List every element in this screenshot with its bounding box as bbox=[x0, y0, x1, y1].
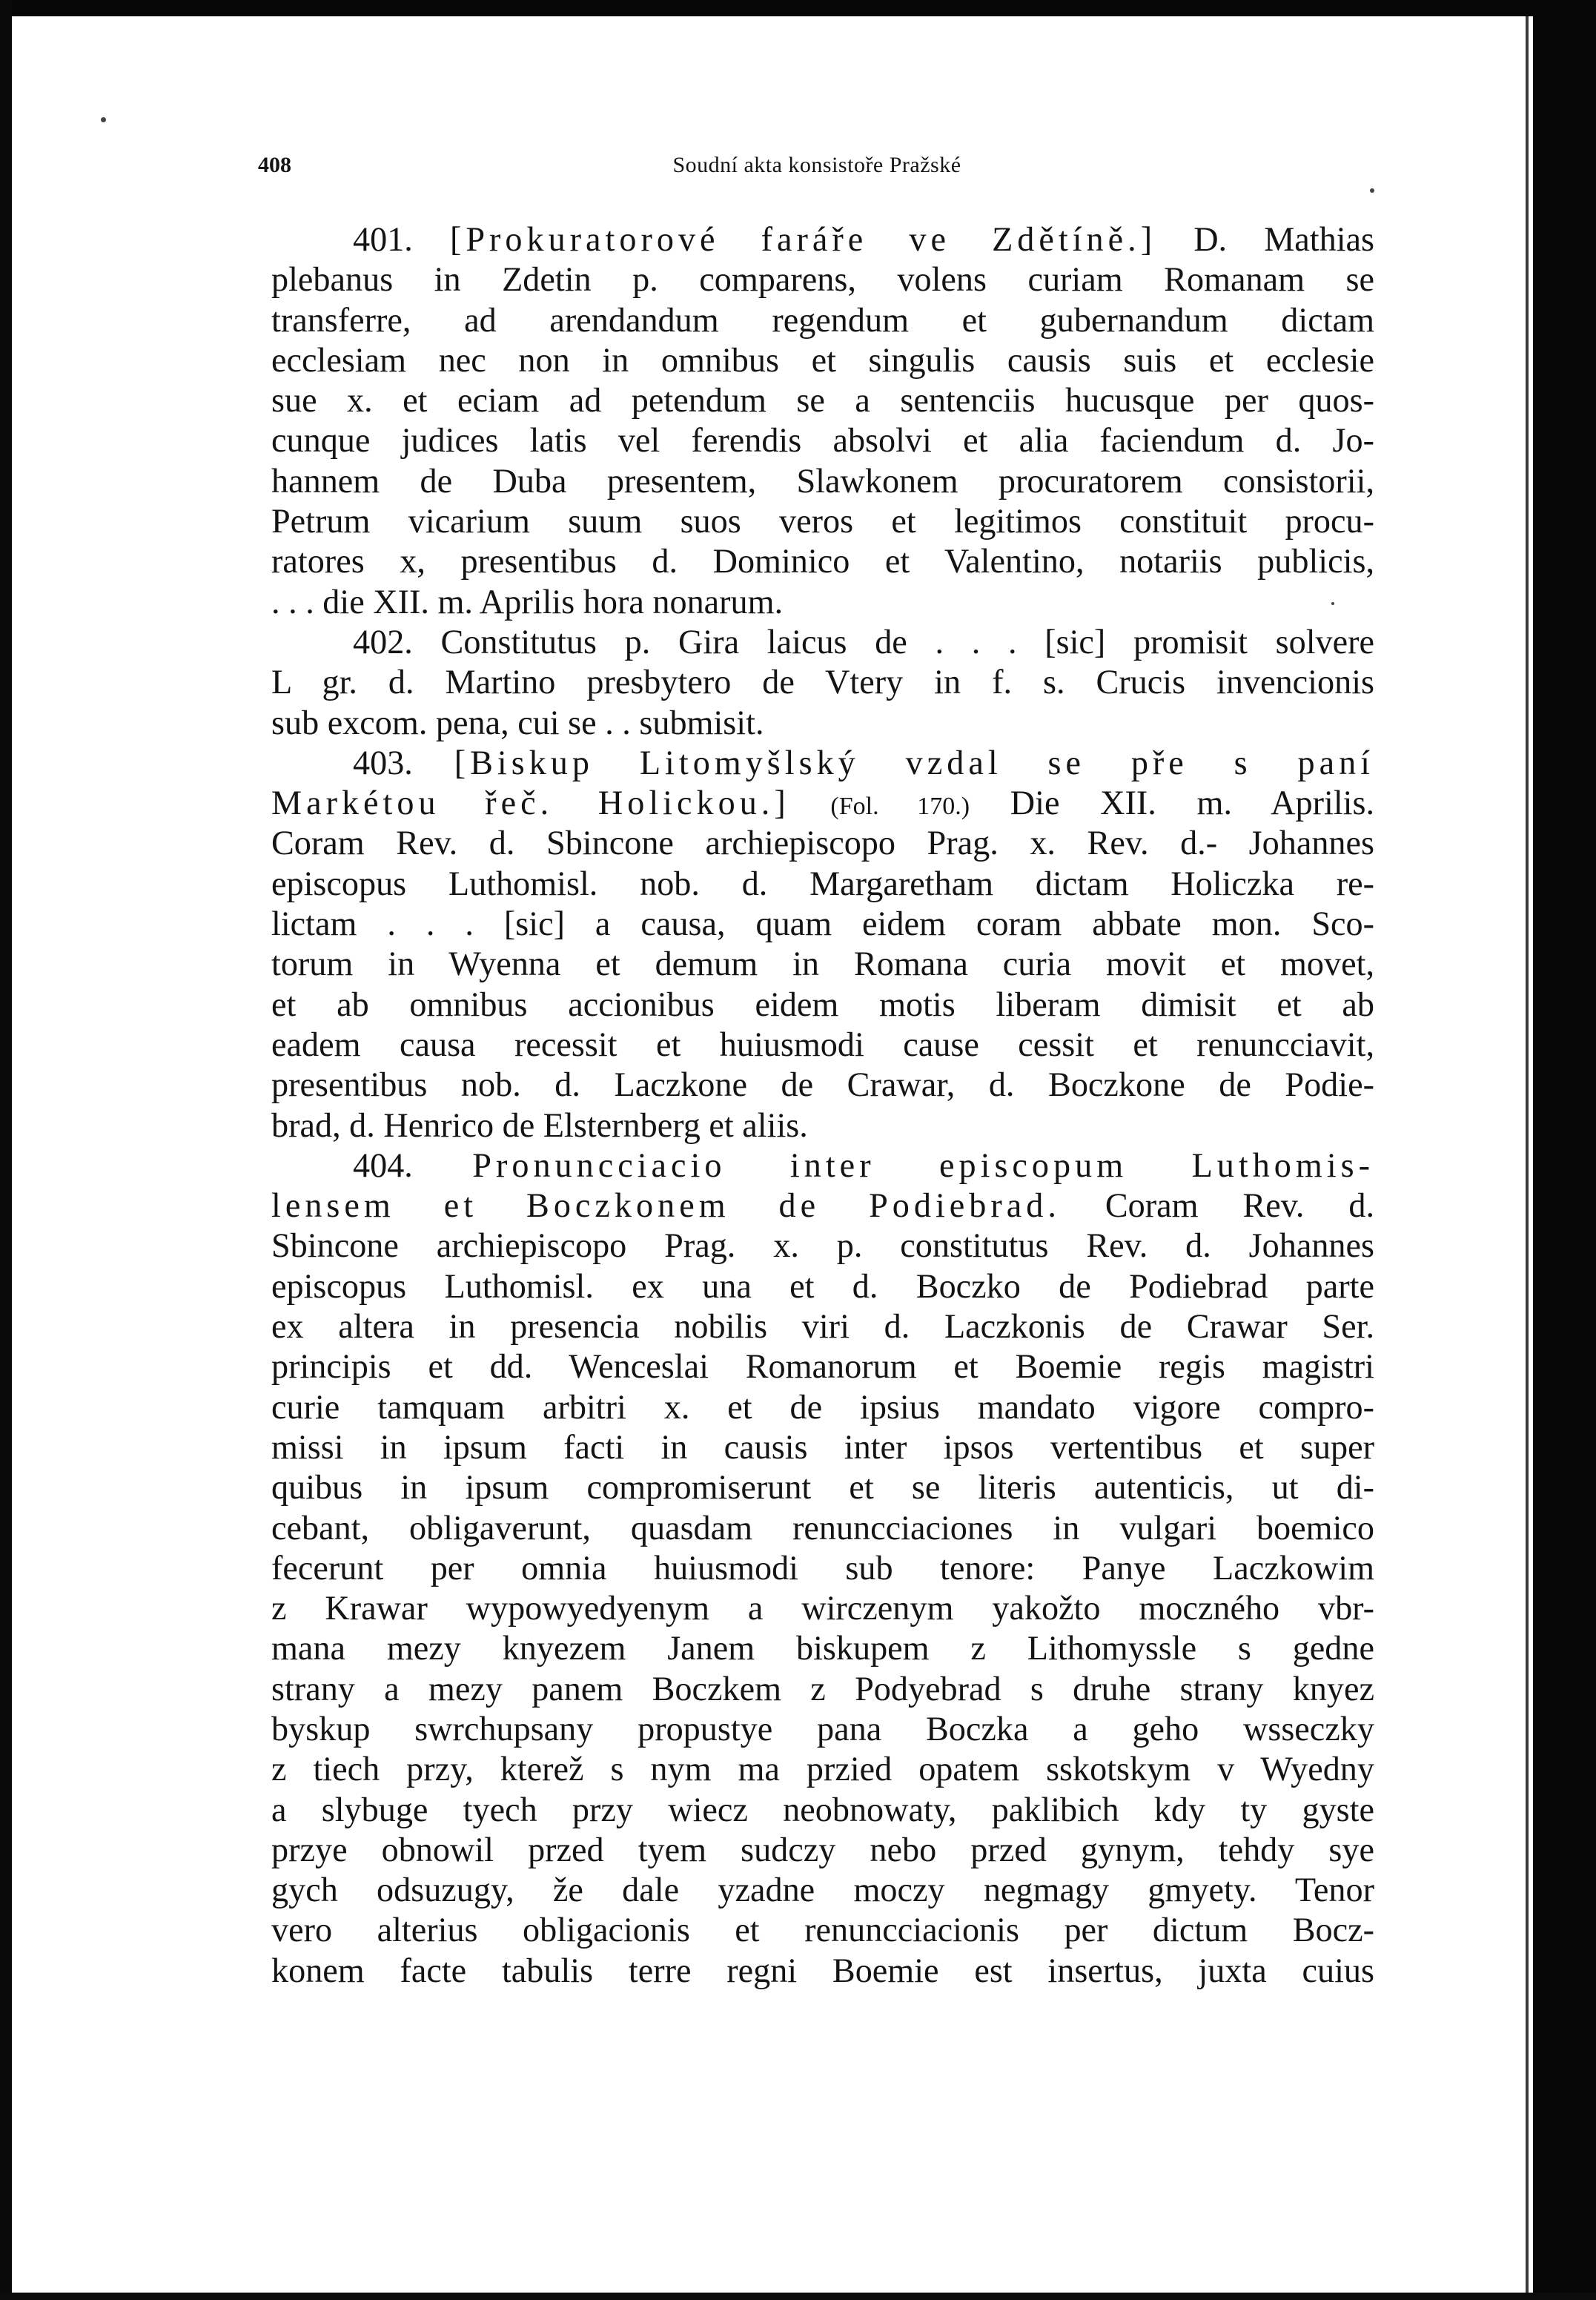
scan-border-top bbox=[0, 0, 1596, 16]
text-line: Sbincone archiepiscopo Prag. x. p. constitutus Rev. d. Johannes bbox=[271, 1226, 1374, 1265]
text-line: missi in ipsum facti in causis inter ipsos vertentibus et super bbox=[271, 1427, 1374, 1466]
scan-speck bbox=[101, 117, 106, 122]
page-number: 408 bbox=[258, 153, 291, 177]
text-line: byskup swrchupsany propustye pana Boczka a geho wsseczky bbox=[271, 1709, 1374, 1748]
entry-heading: Pronuncciacio inter episcopum Luthomis- bbox=[472, 1146, 1375, 1184]
text-line: cunque judices latis vel ferendis absolvi et alia faciendum d. Jo- bbox=[271, 421, 1374, 460]
text-line: ecclesiam nec non in omnibus et singulis causis suis et ecclesie bbox=[271, 340, 1374, 379]
text-line: strany a mezy panem Boczkem z Podyebrad s druhe strany knyez bbox=[271, 1669, 1374, 1708]
text-line: Petrum vicarium suum suos veros et legitimos constituit procu- bbox=[271, 502, 1374, 541]
text-line: Coram Rev. d. bbox=[1105, 1186, 1375, 1225]
entry-403 bbox=[271, 743, 1374, 1146]
text-line: cebant, obligaverunt, quasdam renuncciaciones in vulgari boemico bbox=[271, 1508, 1374, 1547]
text-line: principis et dd. Wenceslai Romanorum et Boemie regis magistri bbox=[271, 1347, 1374, 1386]
text-line: z tiech przy, kterež s nym ma przied opatem sskotskym v Wyedny bbox=[271, 1750, 1374, 1788]
entry-402 bbox=[271, 622, 1374, 743]
entry-number: 403. bbox=[353, 743, 413, 781]
text-line: transferre, ad arendandum regendum et gubernandum dictam bbox=[271, 300, 1374, 339]
text-line: fecerunt per omnia huiusmodi sub tenore: Panye Laczkowim bbox=[271, 1548, 1374, 1587]
scan-edge-line bbox=[1526, 16, 1529, 2293]
text-line: konem facte tabulis terre regni Boemie est insertus, juxta cuius bbox=[271, 1951, 1374, 1989]
entry-heading: [Biskup Litomyšlský vzdal se pře s paní bbox=[454, 743, 1375, 781]
text-line: lictam . . . [sic] a causa, quam eidem coram abbate mon. Sco- bbox=[271, 905, 1374, 943]
text-line: sue x. et eciam ad petendum se a sentenciis hucusque per quos- bbox=[271, 381, 1374, 420]
text-line: eadem causa recessit et huiusmodi cause cessit et renuncciavit, bbox=[271, 1025, 1374, 1063]
scan-border-left bbox=[0, 0, 12, 2300]
entry-number: 404. bbox=[353, 1146, 413, 1184]
entry-number: 402. bbox=[353, 622, 413, 661]
document-body bbox=[271, 219, 1374, 1991]
text-line: gych odsuzugy, že dale yzadne moczy negmagy gmyety. Tenor bbox=[271, 1871, 1374, 1909]
text-line: plebanus in Zdetin p. comparens, volens curiam Romanam se bbox=[271, 260, 1374, 299]
text-line: hannem de Duba presentem, Slawkonem procuratorem consistorii, bbox=[271, 461, 1374, 500]
entry-heading-line bbox=[271, 783, 1374, 823]
entry-heading: lensem et Boczkonem de Podiebrad. bbox=[271, 1186, 1061, 1225]
entry-first-line bbox=[271, 1146, 1374, 1186]
page-title: Soudní akta konsistoře Pražské bbox=[672, 153, 961, 177]
text-line: ratores x, presentibus d. Dominico et Valentino, notariis publicis, bbox=[271, 542, 1374, 581]
text-line: przye obnowil przed tyem sudczy nebo przed gynym, tehdy sye bbox=[271, 1830, 1374, 1868]
text-line: episcopus Luthomisl. ex una et d. Boczko de Podiebrad parte bbox=[271, 1266, 1374, 1305]
text-line: episcopus Luthomisl. nob. d. Margaretham dictam Holiczka re- bbox=[271, 864, 1374, 902]
text-line: Coram Rev. d. Sbincone archiepiscopo Prag. x. Rev. d.- Johannes bbox=[271, 824, 1374, 862]
text-line: sub excom. pena, cui se . . submisit. bbox=[271, 703, 764, 741]
entry-401 bbox=[271, 219, 1374, 622]
text-line: Die XII. m. Aprilis. bbox=[1010, 784, 1375, 822]
entry-first-line bbox=[271, 219, 1374, 260]
text-line: torum in Wyenna et demum in Romana curia movit et movet, bbox=[271, 945, 1374, 983]
entry-first-line bbox=[271, 622, 1374, 662]
entry-number: 401. bbox=[353, 220, 413, 258]
folio-reference: (Fol. 170.) bbox=[830, 793, 970, 821]
entry-first-line bbox=[271, 743, 1374, 783]
text-line: Constitutus p. Gira laicus de . . . [sic] promisit solvere bbox=[440, 622, 1375, 661]
scan-border-right bbox=[1533, 0, 1596, 2300]
text-line: curie tamquam arbitri x. et de ipsius mandato vigore compro- bbox=[271, 1387, 1374, 1426]
text-line: D. Mathias bbox=[1193, 220, 1375, 258]
text-line: a slybuge tyech przy wiecz neobnowaty, paklibich kdy ty gyste bbox=[271, 1790, 1374, 1828]
text-line: vero alterius obligacionis et renuncciacionis per dictum Bocz- bbox=[271, 1911, 1374, 1949]
text-line: ex altera in presencia nobilis viri d. Laczkonis de Crawar Ser. bbox=[271, 1307, 1374, 1346]
text-line: presentibus nob. d. Laczkone de Crawar, d. Boczkone de Podie- bbox=[271, 1065, 1374, 1104]
text-line: z Krawar wypowyedyenym a wirczenym yakožto moczného vbr- bbox=[271, 1589, 1374, 1627]
text-line: mana mezy knyezem Janem biskupem z Lithomyssle s gedne bbox=[271, 1629, 1374, 1668]
entry-404 bbox=[271, 1146, 1374, 1991]
entry-heading-line bbox=[271, 1186, 1374, 1226]
entry-heading: [Prokuratorové faráře ve Zdětíně.] bbox=[449, 220, 1157, 258]
text-line: quibus in ipsum compromiserunt et se literis autenticis, ut di- bbox=[271, 1468, 1374, 1507]
text-line: . . . die XII. m. Aprilis hora nonarum. bbox=[271, 582, 784, 621]
entry-heading: Markétou řeč. Holickou.] bbox=[271, 784, 790, 822]
scan-border-bottom bbox=[0, 2293, 1596, 2300]
text-line: brad, d. Henrico de Elsternberg et aliis. bbox=[271, 1106, 808, 1144]
text-line: L gr. d. Martino presbytero de Vtery in f. s. Crucis invencionis bbox=[271, 663, 1374, 701]
text-line: et ab omnibus accionibus eidem motis liberam dimisit et ab bbox=[271, 985, 1374, 1023]
running-head bbox=[258, 153, 1376, 182]
scan-speck bbox=[1370, 188, 1374, 193]
